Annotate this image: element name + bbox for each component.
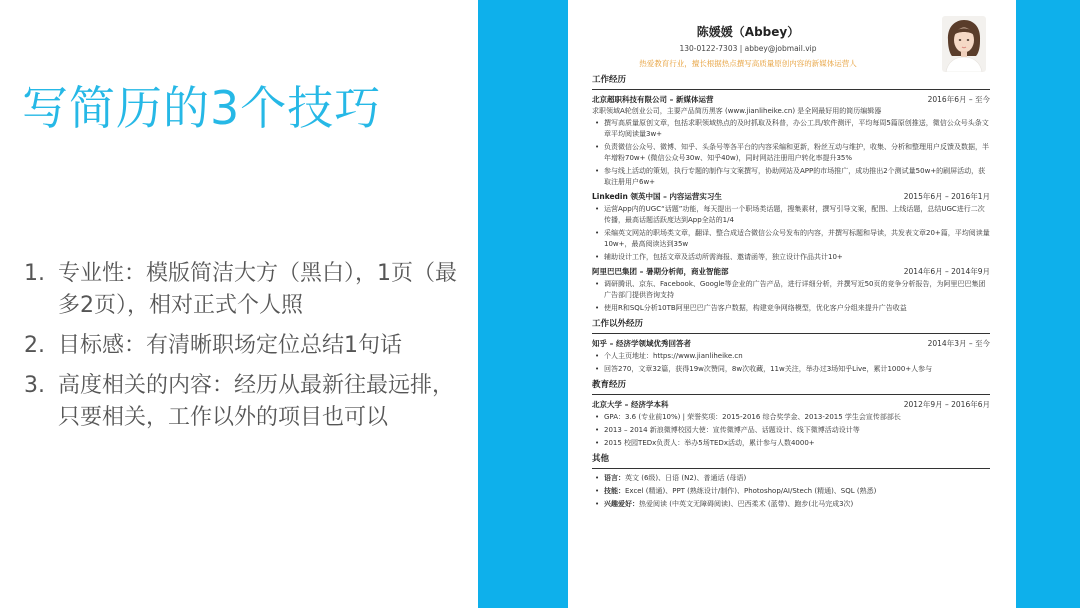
portrait-photo — [942, 16, 986, 72]
portrait-icon — [942, 16, 986, 72]
bullet-label: 语言： — [604, 474, 625, 482]
resume-tagline: 热爱教育行业，擅长根据热点撰写高质量原创内容的新媒体运营人 — [639, 59, 857, 68]
bullet-list — [592, 204, 990, 263]
entry-date: 2014年6月 – 2014年9月 — [903, 267, 990, 276]
entry-date: 2015年6月 – 2016年1月 — [903, 192, 990, 201]
bullet-text: 热爱阅读 (中英文无障碍阅读)、巴西柔术 (蓝带)、跑步(北马完成3次) — [639, 500, 854, 508]
entry — [592, 94, 990, 188]
entry — [592, 399, 990, 449]
entry-head — [592, 191, 990, 203]
resume-body — [592, 70, 990, 513]
bullet-text: Excel (精通)、PPT (熟练设计/制作)、Photoshop/AI/Stech (精通)、SQL (熟悉) — [625, 487, 877, 495]
entry-date: 2016年6月 – 至今 — [927, 95, 990, 104]
entry-head — [592, 399, 990, 411]
bullet-item — [592, 486, 990, 497]
section-other — [592, 453, 990, 510]
entry-date: 2014年3月 – 至今 — [927, 339, 990, 348]
section-extra — [592, 318, 990, 375]
tip-number: 2. — [24, 333, 45, 358]
tip-text: 高度相关的内容：经历从最新往最远排，只要相关，工作以外的项目也可以 — [58, 373, 455, 430]
tip-number: 1. — [24, 261, 45, 286]
bullet-label: 技能： — [604, 487, 625, 495]
bullet-label: 兴趣爱好： — [604, 500, 639, 508]
bullet-item — [592, 473, 990, 484]
bullet-item: • 采编英文网站的职场类文章，翻译、整合成适合微信公众号发布的内容，并撰写标题和导读，共发表文章20+篇，平均阅读量10w+，最高阅读达到35w — [592, 228, 990, 250]
tip-item — [24, 258, 464, 322]
bullet-text: 英文 (6级)、日语 (N2)、普通话 (母语) — [625, 474, 747, 482]
bullet-list — [592, 279, 990, 314]
bullet-list — [592, 351, 990, 375]
bullet-item: • 2015 校园TEDx负责人：举办5场TEDx活动，累计参与人数4000+ — [592, 438, 990, 449]
entry-head — [592, 266, 990, 278]
entry-title: 阿里巴巴集团 – 暑期分析师，商业智能部 — [592, 267, 729, 276]
section-title: 工作以外经历 — [592, 318, 990, 334]
section-title: 其他 — [592, 453, 990, 469]
bullet-item: • 回答270，文章32篇，获得19w次赞同，8w次收藏，11w关注，举办过3场知乎Live，累计1000+人参与 — [592, 364, 990, 375]
entry — [592, 338, 990, 375]
bullet-item: • 参与线上活动的策划，执行专题的制作与文案撰写，协助网站及APP的市场推广，成功推出2个测试量50w+的刷屏活动，获取注册用户6w+ — [592, 166, 990, 188]
tip-text: 专业性：模版简洁大方（黑白），1页（最多2页），相对正式个人照 — [58, 261, 457, 318]
entry-head — [592, 94, 990, 106]
entry-head — [592, 338, 990, 350]
entry-title: 北京大学 – 经济学本科 — [592, 400, 669, 409]
bullet-item: • GPA：3.6 (专业前10%) | 荣誉奖项：2015-2016 综合奖学金、2013-2015 学生会宣传部部长 — [592, 412, 990, 423]
bullet-list — [592, 412, 990, 449]
bullet-list — [592, 473, 990, 510]
bullet-list — [592, 118, 990, 188]
entry-desc: 求职领域A轮创业公司，主要产品简历黑客 (www.jianliheike.cn) 是全网最好用的简历编辑器 — [592, 107, 882, 115]
bullet-item: • 使用R和SQL分析10TB阿里巴巴广告客户数据，构建竞争网络模型，优化客户分组来提升广告收益 — [592, 303, 990, 314]
section-education — [592, 379, 990, 449]
resume-page — [568, 0, 1016, 608]
entry — [592, 266, 990, 314]
entry-title: 北京超职科技有限公司 – 新媒体运营 — [592, 95, 714, 104]
resume-name: 陈媛媛（Abbey） — [696, 25, 800, 39]
bullet-item — [592, 499, 990, 510]
entry-title: Linkedin 领英中国 – 内容运营实习生 — [592, 192, 722, 201]
resume-contact: 130-0122-7303 | abbey@jobmail.vip — [679, 44, 817, 53]
bullet-item: • 辅助设计工作，包括文章及活动所需海报、邀请函等，独立设计作品共计10+ — [592, 252, 990, 263]
section-work — [592, 74, 990, 314]
bullet-item: • 调研腾讯、京东、Facebook、Google等企业的广告产品，进行详细分析，并撰写近50页的竞争分析报告，为阿里巴巴集团广告部门提供咨询支持 — [592, 279, 990, 301]
bullet-item: • 运营App内的UGC“话题”功能，每天提出一个职场类话题，搜集素材，撰写引导文案，配图、上线话题，总结UGC进行二次传播，最高话题活跃度达到App全站的1/4 — [592, 204, 990, 226]
slide-title: 写简历的3个技巧 — [22, 81, 382, 135]
section-title: 工作经历 — [592, 74, 990, 90]
entry-date: 2012年9月 – 2016年6月 — [903, 400, 990, 409]
tip-item — [24, 330, 464, 362]
bullet-item: • 个人主页地址：https://www.jianliheike.cn — [592, 351, 990, 362]
tip-text: 目标感：有清晰职场定位总结1句话 — [58, 333, 402, 358]
tip-item — [24, 370, 464, 434]
bullet-item: • 负责微信公众号、微博、知乎、头条号等各平台的内容采编和更新，粉丝互动与维护，收集、分析和整理用户反馈及数据，半年增粉70w+ (微信公众号30w、知乎40w)，同时网站注册用户转化率提升35% — [592, 142, 990, 164]
bullet-item: • 2013 – 2014 新浪微博校园大使：宣传微博产品、话题设计、线下微博活动设计等 — [592, 425, 990, 436]
tips-list — [24, 258, 464, 442]
tip-number: 3. — [24, 373, 45, 398]
bullet-item: • 撰写高质量原创文章，包括求职领域热点的及时抓取及科普，办公工具/软件测评，平均每周5篇原创推送，微信公众号头条文章平均阅读量3w+ — [592, 118, 990, 140]
entry — [592, 191, 990, 263]
entry-title: 知乎 – 经济学领域优秀回答者 — [592, 339, 691, 348]
section-title: 教育经历 — [592, 379, 990, 395]
